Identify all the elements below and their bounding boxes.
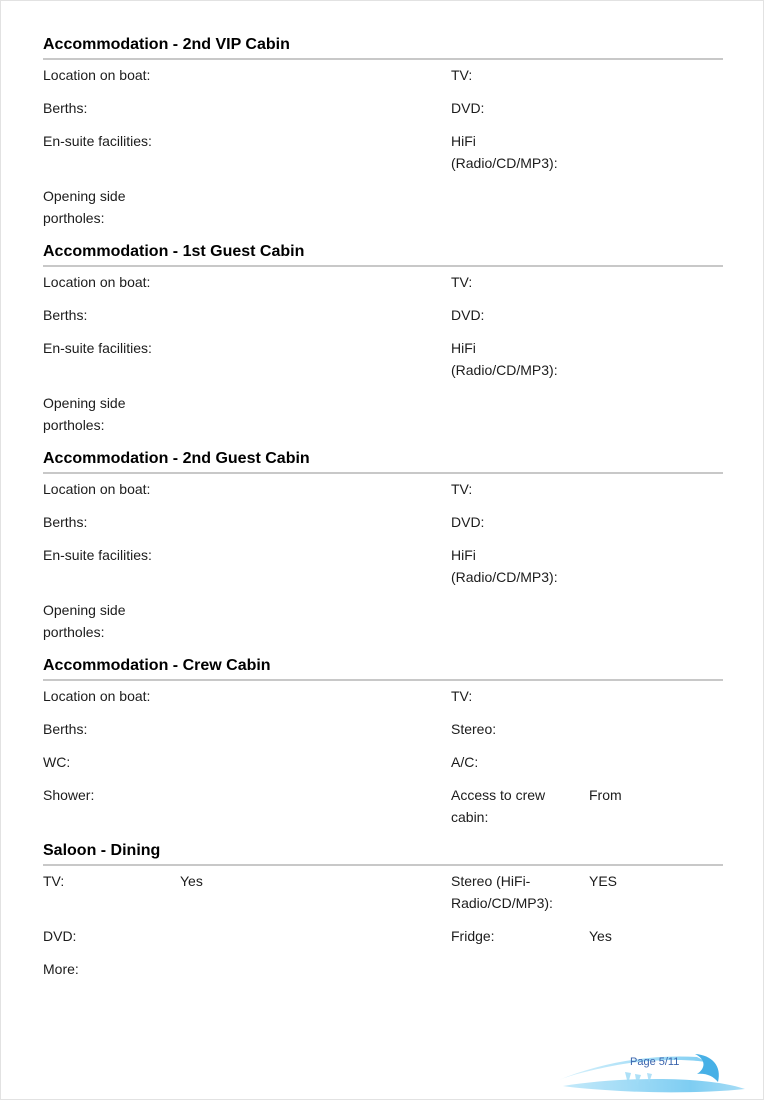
section-divider: [43, 864, 723, 866]
field-row: [43, 478, 723, 500]
field-label: TV:: [451, 274, 473, 290]
field-label: DVD:: [451, 514, 485, 530]
field-label: DVD:: [43, 928, 77, 944]
field-row: [43, 870, 723, 914]
field-label: En-suite facilities:: [43, 547, 152, 563]
field-label: Location on boat:: [43, 688, 151, 704]
field-row: [43, 685, 723, 707]
field-value: [589, 478, 723, 500]
field-label: HiFi (Radio/CD/MP3):: [451, 133, 558, 171]
section-rows: [43, 271, 723, 436]
section-rows: [43, 64, 723, 229]
field-value: From: [589, 787, 622, 803]
section-divider: [43, 265, 723, 267]
field-value: [589, 599, 723, 643]
section-1st-guest-cabin: [43, 243, 723, 436]
field-label: Opening side portholes:: [43, 188, 126, 226]
field-label: [451, 392, 589, 436]
field-row: [43, 185, 723, 229]
field-label: Stereo:: [451, 721, 497, 737]
field-value: [589, 511, 723, 533]
field-value: [589, 751, 723, 773]
field-value: [589, 958, 723, 980]
field-value: [589, 392, 723, 436]
field-label: [451, 958, 589, 980]
section-title: Saloon - Dining: [43, 842, 161, 859]
field-label: WC:: [43, 754, 71, 770]
field-label: Berths:: [43, 307, 88, 323]
section-2nd-vip-cabin: [43, 36, 723, 229]
field-value: [589, 185, 723, 229]
page-footer: [557, 1045, 749, 1095]
section-rows: [43, 478, 723, 643]
field-label: Berths:: [43, 721, 88, 737]
section-rows: [43, 870, 723, 980]
field-row: [43, 925, 723, 947]
field-value: [180, 478, 451, 500]
field-value: [180, 97, 451, 119]
field-label: A/C:: [451, 754, 479, 770]
field-value: YES: [589, 873, 618, 889]
field-label: Opening side portholes:: [43, 395, 126, 433]
field-label: Berths:: [43, 100, 88, 116]
field-row: [43, 97, 723, 119]
document-content: [43, 36, 723, 991]
section-crew-cabin: [43, 657, 723, 828]
field-value: [589, 544, 723, 588]
field-value: [180, 544, 451, 588]
field-value: [589, 130, 723, 174]
field-label: DVD:: [451, 100, 485, 116]
field-value: [589, 718, 723, 740]
field-label: TV:: [451, 688, 473, 704]
field-row: [43, 392, 723, 436]
field-value: [180, 130, 451, 174]
field-row: [43, 599, 723, 643]
field-value: [180, 599, 451, 643]
field-value: [180, 337, 451, 381]
field-label: Location on boat:: [43, 274, 151, 290]
field-label: Location on boat:: [43, 481, 151, 497]
field-value: [589, 64, 723, 86]
field-label: HiFi (Radio/CD/MP3):: [451, 547, 558, 585]
field-row: [43, 130, 723, 174]
field-label: Berths:: [43, 514, 88, 530]
field-value: [589, 685, 723, 707]
field-row: [43, 271, 723, 293]
field-label: Location on boat:: [43, 67, 151, 83]
field-label: Access to crew cabin:: [451, 787, 546, 825]
field-value: [180, 958, 451, 980]
field-label: Fridge:: [451, 928, 495, 944]
field-label: DVD:: [451, 307, 485, 323]
field-label: HiFi (Radio/CD/MP3):: [451, 340, 558, 378]
field-row: [43, 64, 723, 86]
field-value: Yes: [589, 928, 612, 944]
field-label: More:: [43, 961, 79, 977]
field-value: [180, 511, 451, 533]
section-title: Accommodation - Crew Cabin: [43, 657, 271, 674]
field-value: [180, 925, 451, 947]
field-row: [43, 718, 723, 740]
field-label: En-suite facilities:: [43, 340, 152, 356]
section-divider: [43, 679, 723, 681]
field-value: [180, 392, 451, 436]
section-divider: [43, 472, 723, 474]
field-row: [43, 337, 723, 381]
field-label: En-suite facilities:: [43, 133, 152, 149]
section-saloon-dining: [43, 842, 723, 980]
section-title: Accommodation - 1st Guest Cabin: [43, 243, 305, 260]
field-value: Yes: [180, 873, 203, 889]
field-label: Stereo (HiFi-Radio/CD/MP3):: [451, 873, 553, 911]
field-value: [589, 337, 723, 381]
field-value: [180, 718, 451, 740]
field-value: [180, 271, 451, 293]
field-label: TV:: [451, 481, 473, 497]
field-label: TV:: [43, 873, 65, 889]
field-row: [43, 304, 723, 326]
field-value: [589, 271, 723, 293]
wave-logo-icon: [557, 1045, 749, 1095]
field-value: [180, 784, 451, 828]
field-label: Opening side portholes:: [43, 602, 126, 640]
field-row: [43, 784, 723, 828]
section-divider: [43, 58, 723, 60]
section-2nd-guest-cabin: [43, 450, 723, 643]
field-label: [451, 599, 589, 643]
field-value: [180, 64, 451, 86]
field-value: [180, 304, 451, 326]
section-rows: [43, 685, 723, 828]
section-title: Accommodation - 2nd VIP Cabin: [43, 36, 290, 53]
field-label: TV:: [451, 67, 473, 83]
field-row: [43, 544, 723, 588]
field-value: [180, 751, 451, 773]
field-value: [589, 97, 723, 119]
field-label: Shower:: [43, 787, 95, 803]
page-number: Page 5/11: [630, 1056, 680, 1068]
field-row: [43, 511, 723, 533]
field-value: [180, 185, 451, 229]
section-title: Accommodation - 2nd Guest Cabin: [43, 450, 310, 467]
field-value: [180, 685, 451, 707]
field-row: [43, 751, 723, 773]
field-label: [451, 185, 589, 229]
field-value: [589, 304, 723, 326]
field-row: [43, 958, 723, 980]
